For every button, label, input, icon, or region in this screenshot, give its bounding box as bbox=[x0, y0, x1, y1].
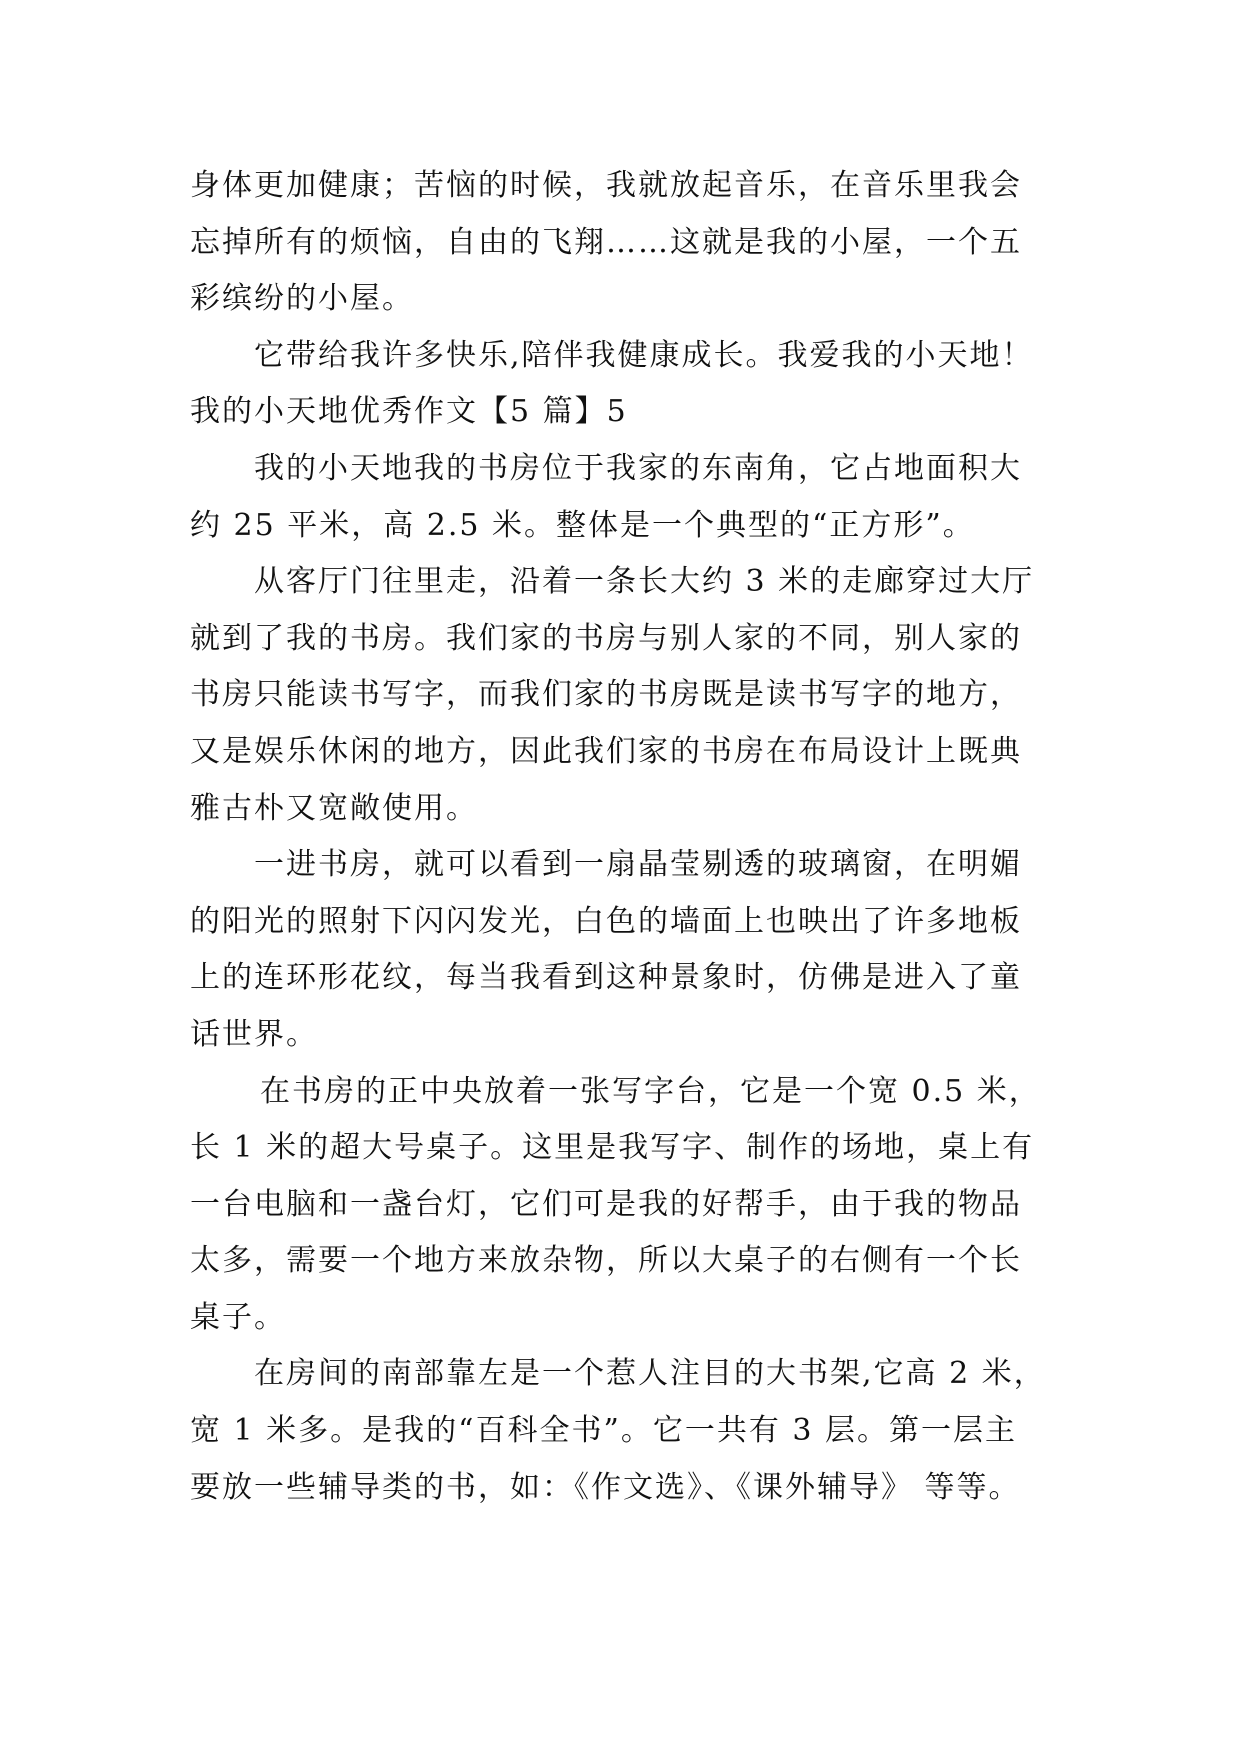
text-line: 话世界。 bbox=[190, 1016, 318, 1052]
text-line: 一台电脑和一盏台灯，它们可是我的好帮手，由于我的物品 bbox=[190, 1186, 1022, 1222]
text-line: 上的连环形花纹，每当我看到这种景象时，仿佛是进入了童 bbox=[190, 960, 1022, 996]
text-line: 的阳光的照射下闪闪发光，白色的墙面上也映出了许多地板 bbox=[190, 903, 1022, 939]
text-line: 书房只能读书写字，而我们家的书房既是读书写字的地方， bbox=[190, 677, 1022, 713]
essay-text bbox=[190, 158, 1070, 1516]
section-heading: 我的小天地优秀作文【5 篇】5 bbox=[190, 394, 628, 430]
text-line: 忘掉所有的烦恼，自由的飞翔……这就是我的小屋，一个五 bbox=[190, 224, 1022, 260]
text-line: 在房间的南部靠左是一个惹人注目的大书架,它高 2 米， bbox=[254, 1356, 1046, 1392]
text-line: 雅古朴又宽敞使用。 bbox=[190, 790, 478, 826]
text-line: 桌子。 bbox=[190, 1299, 286, 1335]
text-line: 从客厅门往里走，沿着一条长大约 3 米的走廊穿过大厅 bbox=[254, 564, 1035, 600]
text-line: 它带给我许多快乐,陪伴我健康成长。我爱我的小天地！ bbox=[254, 337, 1034, 373]
text-line: 在书房的正中央放着一张写字台，它是一个宽 0.5 米， bbox=[260, 1073, 1041, 1109]
text-line: 长 1 米的超大号桌子。这里是我写字、制作的场地，桌上有 bbox=[190, 1130, 1035, 1166]
text-line: 约 25 平米，高 2.5 米。整体是一个典型的“正方形”。 bbox=[190, 507, 975, 543]
text-line: 又是娱乐休闲的地方，因此我们家的书房在布局设计上既典 bbox=[190, 733, 1022, 769]
text-line: 身体更加健康；苦恼的时候，我就放起音乐，在音乐里我会 bbox=[190, 168, 1022, 203]
text-line: 太多，需要一个地方来放杂物，所以大桌子的右侧有一个长 bbox=[190, 1243, 1022, 1279]
text-line: 我的小天地我的书房位于我家的东南角，它占地面积大 bbox=[254, 450, 1022, 486]
text-line: 要放一些辅导类的书，如：《作文选》、《课外辅导》 等等。 bbox=[190, 1469, 1021, 1505]
text-line: 就到了我的书房。我们家的书房与别人家的不同，别人家的 bbox=[190, 620, 1022, 656]
text-line: 彩缤纷的小屋。 bbox=[190, 281, 414, 317]
text-line: 一进书房，就可以看到一扇晶莹剔透的玻璃窗，在明媚 bbox=[254, 847, 1022, 883]
text-line: 宽 1 米多。是我的“百科全书”。它一共有 3 层。第一层主 bbox=[190, 1413, 1017, 1449]
